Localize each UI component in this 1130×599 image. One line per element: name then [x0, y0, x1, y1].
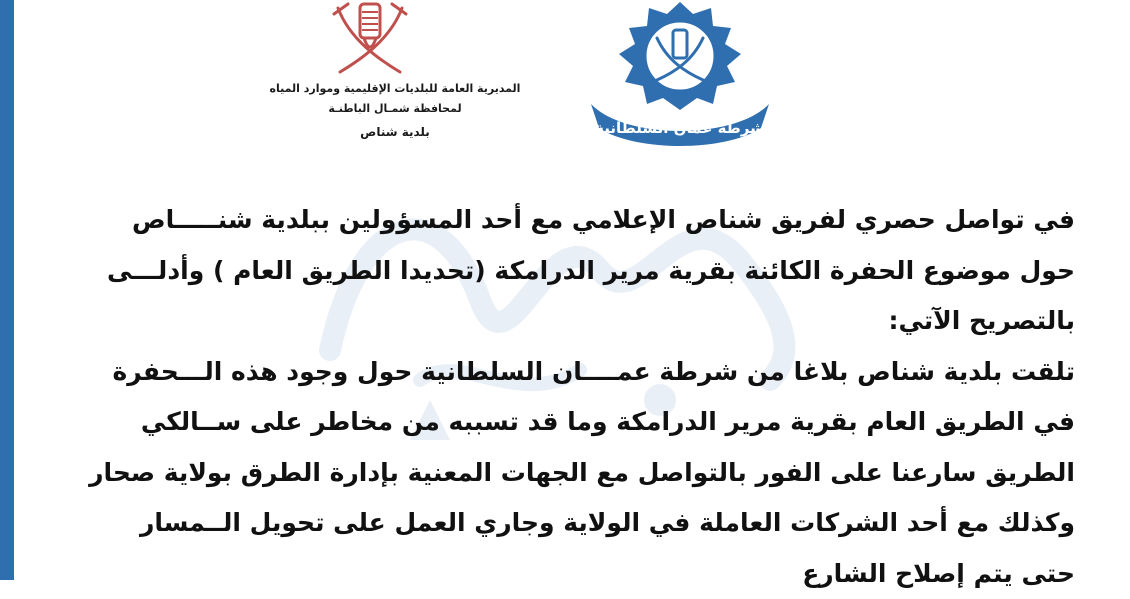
royal-oman-police-icon — [585, 0, 775, 150]
statement-line: حتى يتم إصلاح الشارع — [60, 549, 1075, 599]
statement-line: حول موضوع الحفرة الكائنة بقرية مرير الدرامكة (تحديدا الطريق العام ) وأدلـــى — [60, 246, 1075, 297]
statement-line: الطريق سارعنا على الفور بالتواصل مع الجهات المعنية بإدارة الطرق بولاية صحار — [60, 448, 1075, 499]
left-accent-bar — [0, 0, 14, 580]
statement-line: في تواصل حصري لفريق شناص الإعلامي مع أحد المسؤولين ببلدية شنـــــاص — [60, 195, 1075, 246]
police-logo-text: شرطة عمان السلطانية — [595, 119, 765, 137]
organization-header — [250, 80, 540, 144]
statement-line: وكذلك مع أحد الشركات العاملة في الولاية وجاري العمل على تحويل الــمسار — [60, 498, 1075, 549]
oman-emblem-icon — [320, 0, 420, 78]
statement-line: تلقت بلدية شناص بلاغا من شرطة عمــــان السلطانية حول وجود هذه الـــحفرة — [60, 347, 1075, 398]
org-line-directorate: المديرية العامة للبلديات الإقليمية وموارد المياه — [250, 80, 540, 98]
statement-line: بالتصريح الآتي: — [60, 296, 1075, 347]
statement-body — [60, 195, 1075, 599]
org-line-governorate: لمحافظة شمـال الباطنـة — [250, 98, 540, 120]
statement-line: في الطريق العام بقرية مرير الدرامكة وما قد تسببه من مخاطر على ســالكي — [60, 397, 1075, 448]
org-line-municipality: بلدية شناص — [250, 120, 540, 144]
